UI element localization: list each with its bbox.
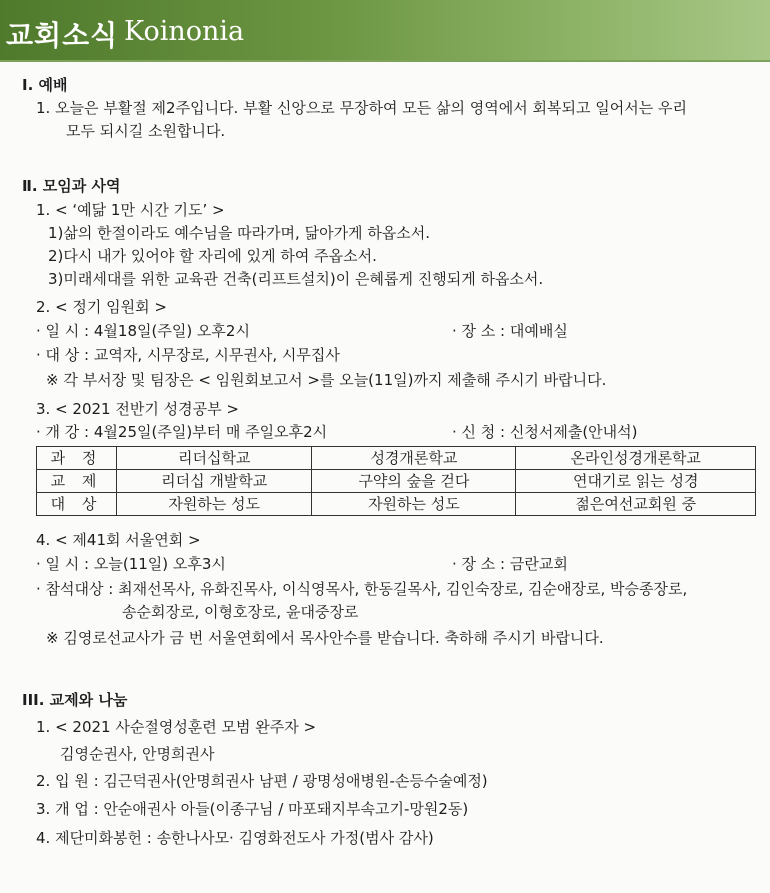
prayer-line-1: 1)삶의 한절이라도 예수님을 따라가며, 닮아가게 하옵소서. — [48, 224, 431, 242]
header-banner — [0, 0, 770, 62]
conference-place: · 장 소 : 금란교회 — [452, 555, 568, 573]
table-cell: 리더십학교 — [117, 447, 312, 470]
conference-attendees-line-1: · 참석대상 : 최재선목사, 유화진목사, 이식영목사, 한동길목사, 김인숙장로, 김순애장로, 박승종장로, — [36, 580, 688, 598]
table-cell: 교 제 — [37, 470, 117, 493]
section-1-heading: Ⅰ. 예배 — [22, 76, 68, 94]
meeting-time: · 일 시 : 4월18일(주일) 오후2시 — [36, 322, 250, 340]
conference-title: 4. < 제41회 서울연회 > — [36, 531, 201, 549]
table-cell: 구약의 숲을 걷다 — [312, 470, 516, 493]
prayer-line-2: 2)다시 내가 있어야 할 자리에 있게 하여 주옵소서. — [48, 247, 377, 265]
bible-study-apply: · 신 청 : 신청서제출(안내석) — [452, 423, 638, 441]
page-title: 교회소식 — [6, 19, 119, 52]
table-cell: 과 정 — [37, 447, 117, 470]
meeting-title: 2. < 정기 임원회 > — [36, 298, 167, 316]
altar-flower-item: 4. 제단미화봉헌 : 송한나사모· 김영화전도사 가정(범사 감사) — [36, 829, 434, 847]
table-cell: 자원하는 성도 — [312, 493, 516, 516]
table-row — [37, 493, 756, 516]
table-cell: 자원하는 성도 — [117, 493, 312, 516]
section-3-heading: III. 교제와 나눔 — [22, 691, 128, 709]
table-cell: 성경개론학교 — [312, 447, 516, 470]
business-opening-item: 3. 개 업 : 안순애권사 아들(이종구님 / 마포돼지부속고기-망원2동) — [36, 800, 469, 818]
meeting-note: ※ 각 부서장 및 팀장은 < 임원회보고서 >를 오늘(11일)까지 제출해 주시기 바랍니다. — [46, 371, 607, 389]
meeting-target: · 대 상 : 교역자, 시무장로, 시무권사, 시무집사 — [36, 346, 340, 364]
hospitalization-item: 2. 입 원 : 김근덕권사(안명희권사 남편 / 광명성애병원-손등수술예정) — [36, 772, 488, 790]
table-cell: 연대기로 읽는 성경 — [516, 470, 756, 493]
table-cell: 온라인성경개론학교 — [516, 447, 756, 470]
conference-time: · 일 시 : 오늘(11일) 오후3시 — [36, 555, 226, 573]
course-table — [36, 446, 756, 516]
section-1-item-1-line-1: 1. 오늘은 부활절 제2주입니다. 부활 신앙으로 무장하여 모든 삶의 영역에서 회복되고 일어서는 우리 — [36, 99, 687, 117]
prayer-line-3: 3)미래세대를 위한 교육관 건축(리프트설치)이 은혜롭게 진행되게 하옵소서. — [48, 270, 544, 288]
section-1-item-1-line-2: 모두 되시길 소원합니다. — [66, 122, 226, 140]
conference-attendees-line-2: 송순회장로, 이형호장로, 윤대중장로 — [122, 603, 359, 621]
lent-completers-names: 김영순권사, 안명희권사 — [60, 745, 215, 763]
table-cell: 리더십 개발학교 — [117, 470, 312, 493]
prayer-title: 1. < ‘예닮 1만 시간 기도’ > — [36, 201, 225, 219]
bible-study-open: · 개 강 : 4월25일(주일)부터 매 주일오후2시 — [36, 423, 328, 441]
section-2-heading: Ⅱ. 모임과 사역 — [22, 177, 121, 195]
meeting-place: · 장 소 : 대예배실 — [452, 322, 568, 340]
table-row — [37, 447, 756, 470]
lent-completers-title: 1. < 2021 사순절영성훈련 모범 완주자 > — [36, 718, 317, 736]
table-cell: 대 상 — [37, 493, 117, 516]
conference-note: ※ 김영로선교사가 금 번 서울연회에서 목사안수를 받습니다. 축하해 주시기 바랍니다. — [46, 629, 604, 647]
bible-study-title: 3. < 2021 전반기 성경공부 > — [36, 400, 239, 418]
page-subtitle: Koinonia — [124, 16, 245, 47]
table-cell: 젊은여선교회원 중 — [516, 493, 756, 516]
table-row — [37, 470, 756, 493]
